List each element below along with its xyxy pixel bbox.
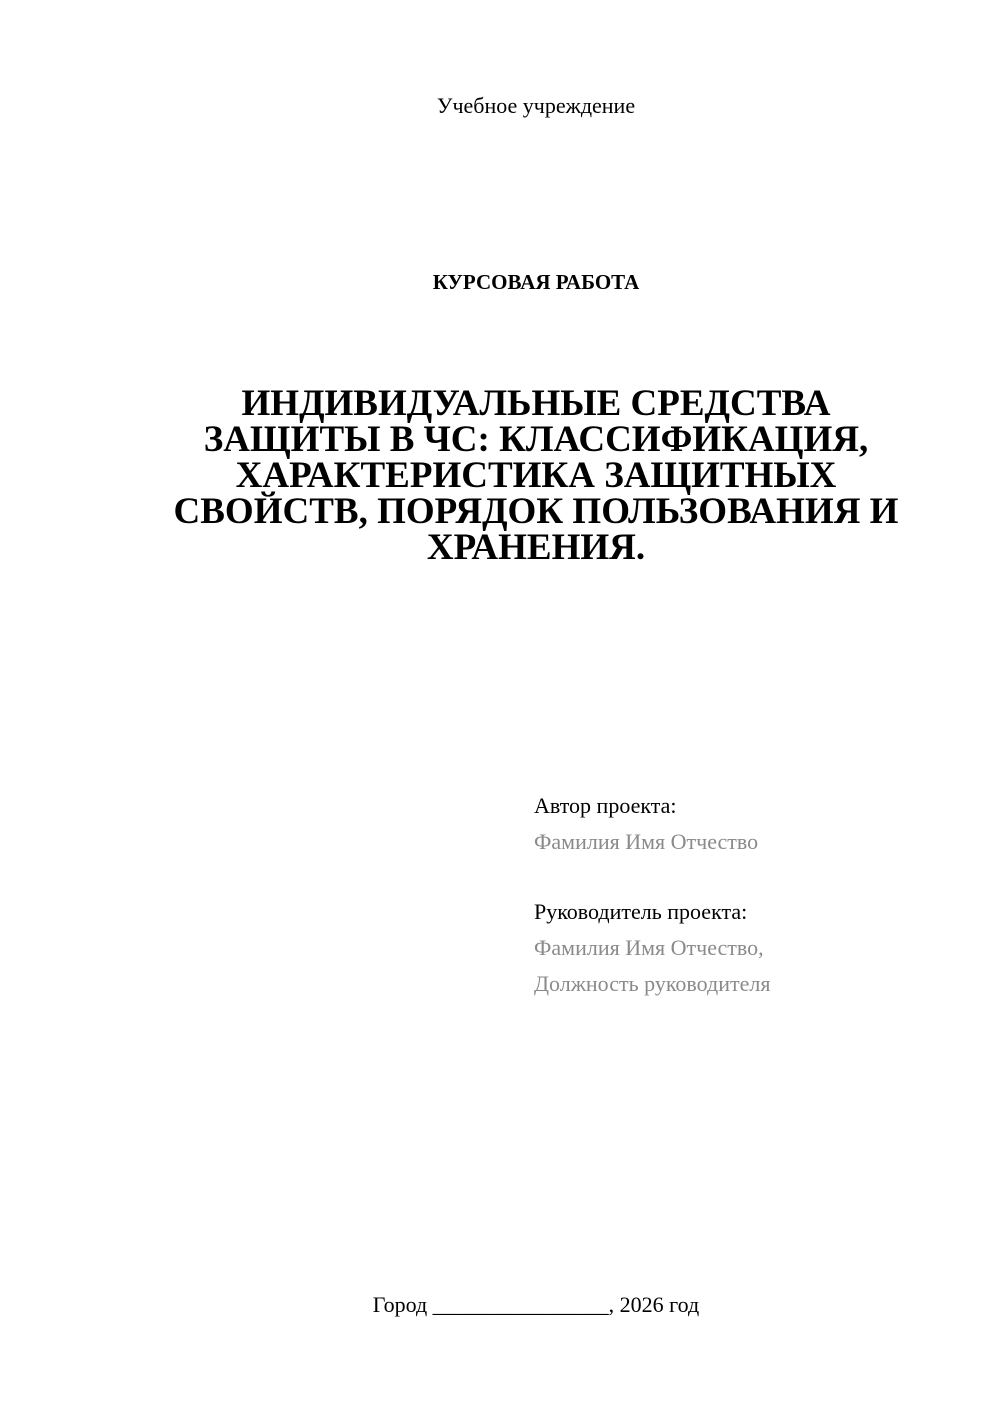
document-title (100, 383, 972, 568)
title-line: ИНДИВИДУАЛЬНЫЕ СРЕДСТВА (241, 383, 831, 424)
title-line: ХРАНЕНИЯ. (426, 527, 646, 568)
work-type: КУРСОВАЯ РАБОТА (432, 270, 640, 294)
spacer (534, 860, 974, 894)
supervisor-name: Фамилия Имя Отчество, (534, 935, 764, 960)
title-line: СВОЙСТВ, ПОРЯДОК ПОЛЬЗОВАНИЯ И (173, 491, 899, 532)
title-line: ХАРАКТЕРИСТИКА ЗАЩИТНЫХ (235, 455, 837, 496)
city-year-line: Город ________________, 2026 год (372, 1292, 700, 1317)
author-name: Фамилия Имя Отчество (534, 829, 759, 854)
supervisor-label: Руководитель проекта: (534, 899, 748, 924)
institution-name: Учебное учреждение (436, 93, 636, 118)
supervisor-position: Должность руководителя (534, 971, 771, 996)
author-label: Автор проекта: (534, 793, 677, 818)
people-block (534, 788, 974, 1002)
title-line: ЗАЩИТЫ В ЧС: КЛАССИФИКАЦИЯ, (203, 419, 869, 460)
